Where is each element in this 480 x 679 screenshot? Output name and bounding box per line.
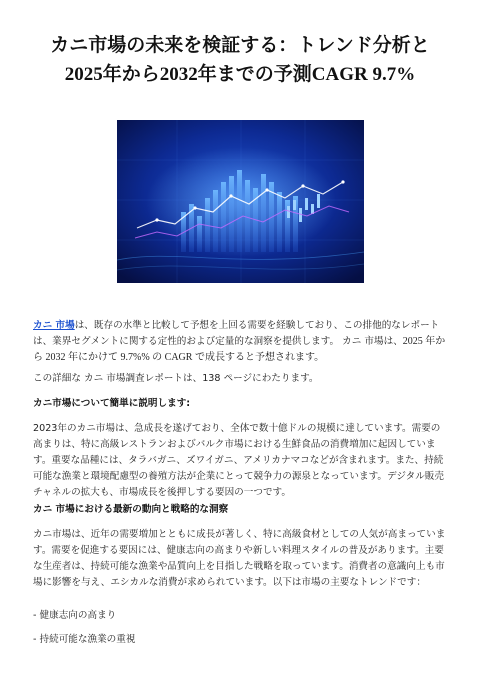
section2-heading: カニ 市場における最新の動向と戦略的な洞察 <box>33 504 229 515</box>
page-title <box>30 30 450 90</box>
title-line-1: カニ市場の未来を検証する：トレンド分析と <box>50 34 430 56</box>
intro-text-b: 2025 年から 2032 年にかけて 9.7%% の CAGR で成長すると予想されます。 <box>33 336 446 363</box>
title-line-2: 2025年から2032年までの予測CAGR 9.7% <box>64 64 416 85</box>
list-item: - 持続可能な漁業の重視 <box>33 634 136 645</box>
list-item: - 健康志向の高まり <box>33 610 117 621</box>
section1-heading: カニ市場について簡単に説明します: <box>33 398 191 409</box>
market-link[interactable]: カニ 市場 <box>33 320 75 331</box>
pages-note: この詳細な カニ 市場調査レポートは、138 ページにわたります。 <box>33 373 319 384</box>
intro-text-a: は、既存の水準と比較して予想を上回る需要を経験しており、この排他的なレポートは、業界セグメントに関する定性的および定量的な洞察を提供します。 カニ 市場は、 <box>33 320 440 347</box>
section2-body: カニ市場は、近年の需要増加とともに成長が著しく、特に高級食材としての人気が高まっています。需要を促進する要因には、健康志向の高まりや新しい料理スタイルの普及があります。主要な生産者は、持続可能な漁業や品質向上を目指した戦略を取っています。消費者の意識向上も市場に影響を与え、エシカルな消費が求められています。以下は市場の主要なトレンドです： <box>33 529 446 588</box>
hero-chart-image <box>117 120 364 283</box>
intro-paragraph <box>33 318 449 366</box>
section1-body: 2023年のカニ市場は、急成長を遂げており、全体で数十億ドルの規模に達しています。需要の高まりは、特に高級レストランおよびバルク市場における生鮮食品の消費増加に起因しています。重要な品種には、タラバガニ、ズワイガニ、アメリカナマコなどが含まれます。また、持続可能な漁業と環境配慮型の養殖方法が企業にとって競争力の源泉となっています。デジタル販売チャネルの拡大も、市場成長を後押しする要因の一つです。 <box>33 423 444 498</box>
